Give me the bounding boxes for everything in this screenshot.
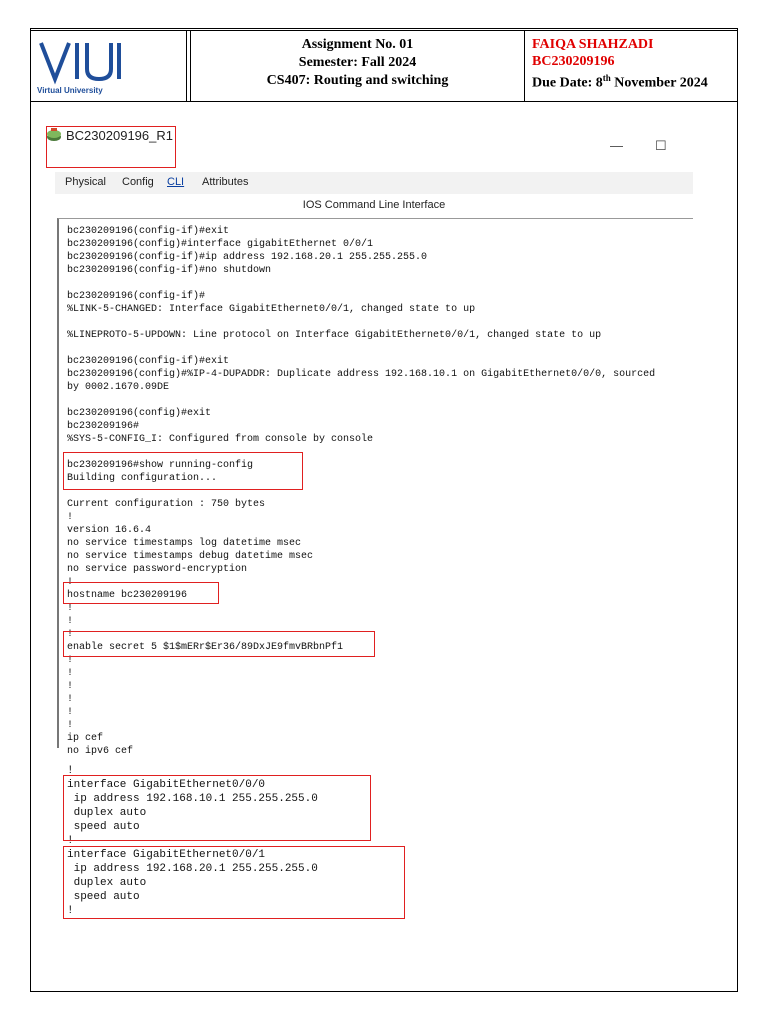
cli-line: ip cef: [67, 733, 104, 744]
tab-config[interactable]: Config: [122, 176, 154, 188]
cli-line: interface GigabitEthernet0/0/0: [67, 779, 266, 791]
cli-line: duplex auto: [67, 877, 147, 889]
cli-line: bc230209196(config-if)#ip address 192.168.20.1 255.255.255.0: [67, 252, 428, 263]
cli-line: Current configuration : 750 bytes: [67, 499, 266, 510]
cli-line: by 0002.1670.09DE: [67, 382, 170, 393]
cli-line: duplex auto: [67, 807, 147, 819]
cli-line: !: [67, 603, 74, 614]
cli-line: [67, 342, 655, 355]
cli-line: interface GigabitEthernet0/0/1: [67, 849, 266, 861]
cli-line: ip address 192.168.20.1 255.255.255.0: [67, 863, 318, 875]
cli-line: bc230209196(config-if)#no shutdown: [67, 265, 272, 276]
cli-line: bc230209196(config-if)#exit: [67, 226, 230, 237]
cli-line: no ipv6 cef: [67, 746, 134, 757]
ios-cli-title: IOS Command Line Interface: [302, 199, 446, 211]
cli-line: %LINEPROTO-5-UPDOWN: Line protocol on Interface GigabitEthernet0/0/1, changed state to up: [67, 330, 602, 341]
highlight-hostname: [63, 582, 219, 604]
minimize-button[interactable]: —: [610, 138, 623, 153]
cli-line: bc230209196#show running-config: [67, 460, 254, 471]
cli-line: !: [67, 668, 74, 679]
highlight-window-title: [46, 126, 176, 168]
cli-line: ip address 192.168.10.1 255.255.255.0: [67, 793, 318, 805]
cli-line: bc230209196(config)#%IP-4-DUPADDR: Duplicate address 192.168.10.1 on GigabitEthernet0/0/0, sourced: [67, 369, 656, 380]
due-date: Due Date: 8th November 2024: [532, 73, 708, 91]
highlight-interface-0-0-1: [63, 846, 405, 919]
cli-line: !: [67, 655, 74, 666]
cli-line: %SYS-5-CONFIG_I: Configured from console by console: [67, 434, 374, 445]
cli-line: bc230209196(config)#interface gigabitEthernet 0/0/1: [67, 239, 374, 250]
cli-line: version 16.6.4: [67, 525, 152, 536]
cli-line: bc230209196(config)#exit: [67, 408, 212, 419]
cli-line: !: [67, 905, 74, 917]
cli-line: !: [67, 616, 74, 627]
cli-line: no service timestamps log datetime msec: [67, 538, 302, 549]
student-info: [525, 31, 737, 101]
cli-line: !: [67, 629, 74, 640]
highlight-interface-0-0-0: [63, 775, 371, 841]
virtual-university-logo: [35, 37, 127, 95]
highlight-show-running-config: [63, 452, 303, 490]
cli-line: bc230209196(config-if)#exit: [67, 356, 230, 367]
tab-cli[interactable]: CLI: [167, 176, 185, 188]
cli-line: !: [67, 694, 74, 705]
cli-line: speed auto: [67, 821, 140, 833]
cli-line: Building configuration...: [67, 473, 218, 484]
cli-line: %LINK-5-CHANGED: Interface GigabitEthernet0/0/1, changed state to up: [67, 304, 476, 315]
tab-bar: [55, 172, 693, 194]
highlight-enable-secret: [63, 631, 375, 657]
tab-physical[interactable]: Physical: [65, 176, 106, 188]
cli-line: bc230209196#: [67, 421, 140, 432]
cli-line: !: [67, 765, 74, 777]
cli-line: !: [67, 707, 74, 718]
assignment-info: [191, 31, 525, 101]
student-name: FAIQA SHAHZADI: [532, 37, 654, 52]
cli-line: [67, 277, 655, 290]
cli-line: no service password-encryption: [67, 564, 248, 575]
semester: Semester: Fall 2024: [298, 55, 417, 70]
cli-line: speed auto: [67, 891, 140, 903]
window-title-text: BC230209196_R1: [66, 128, 173, 143]
cli-line: hostname bc230209196: [67, 590, 188, 601]
cli-line: !: [67, 681, 74, 692]
assignment-number: Assignment No. 01: [301, 37, 414, 52]
document-header: [30, 30, 738, 102]
cli-line: no service timestamps debug datetime msec: [67, 551, 314, 562]
cli-line: [67, 394, 655, 407]
maximize-button[interactable]: ☐: [655, 138, 667, 153]
tab-attributes[interactable]: Attributes: [202, 176, 249, 188]
logo-text: Virtual University: [37, 86, 103, 95]
student-id: BC230209196: [532, 54, 615, 69]
cli-output[interactable]: [67, 225, 655, 758]
cli-line: [67, 316, 655, 329]
cli-line: !: [67, 512, 74, 523]
logo-cell: [31, 31, 187, 101]
cli-line: !: [67, 577, 74, 588]
course: CS407: Routing and switching: [266, 73, 449, 88]
cli-line: bc230209196(config-if)#: [67, 291, 206, 302]
cli-line: enable secret 5 $1$mERr$Er36/89DxJE9fmvBRbnPf1: [67, 642, 344, 653]
cli-line: !: [67, 835, 74, 847]
cli-line: !: [67, 720, 74, 731]
